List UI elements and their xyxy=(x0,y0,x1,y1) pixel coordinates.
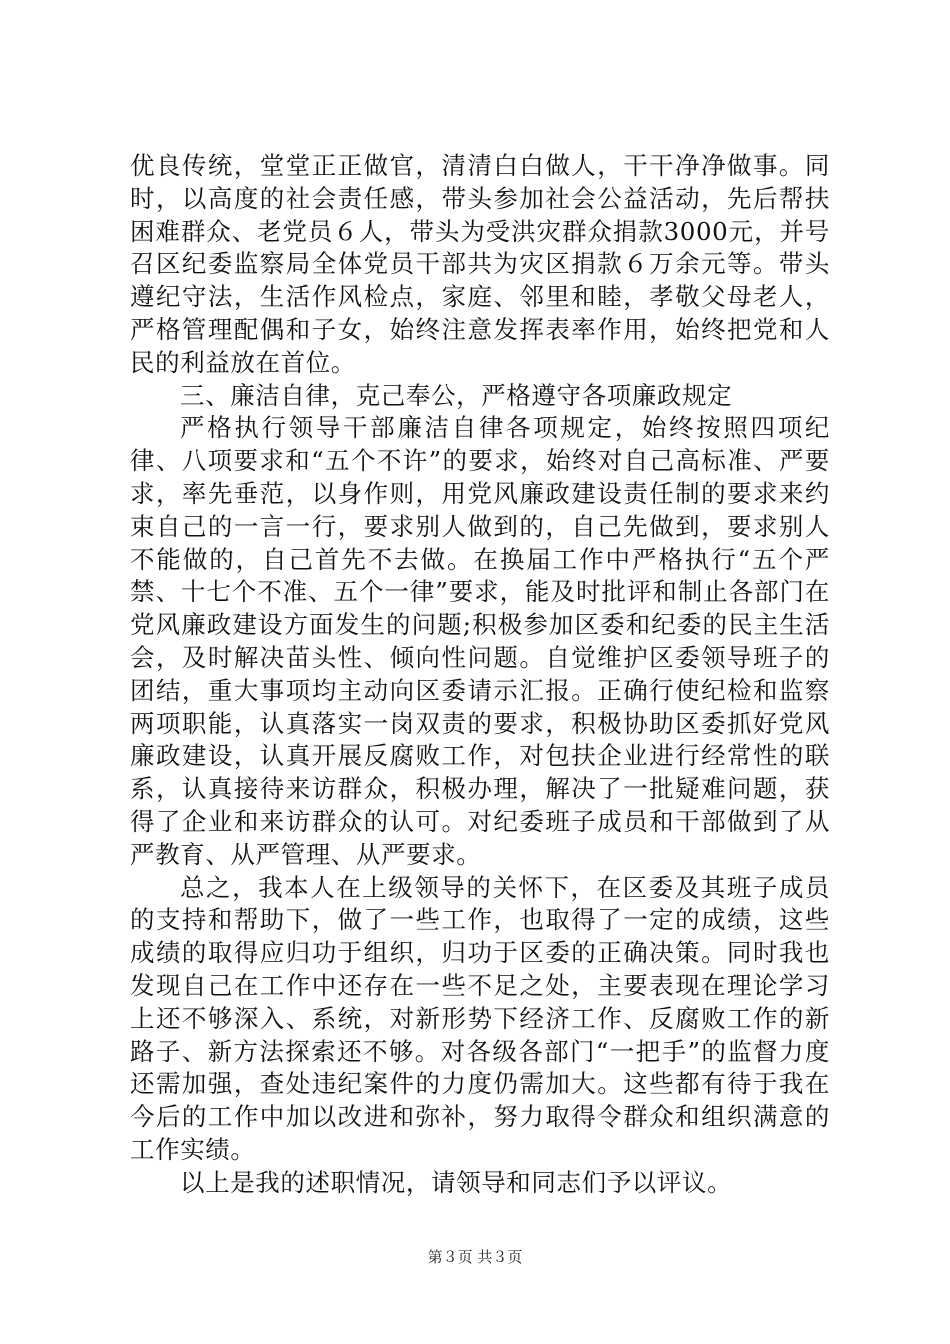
paragraph-continuation: 优良传统，堂堂正正做官，清清白白做人，干干净净做事。同时，以高度的社会责任感，带头参加社会公益活动，先后帮扶困难群众、老党员６人，带头为受洪灾群众捐款3000元，并号召区纪委监察局全体党员干部共为灾区捐款６万余元等。带头遵纪守法，生活作风检点，家庭、邻里和睦，孝敬父母老人，严格管理配偶和子女，始终注意发挥表率作用，始终把党和人民的利益放在首位。 xyxy=(130,151,830,377)
section-heading: 三、廉洁自律，克己奉公，严格遵守各项廉政规定 xyxy=(180,380,733,410)
paragraph-closing: 以上是我的述职情况，请领导和同志们予以评议。 xyxy=(180,1167,733,1197)
paragraph-integrity: 严格执行领导干部廉洁自律各项规定，始终按照四项纪律、八项要求和“五个不许”的要求，始终对自己高标准、严要求，率先垂范，以身作则，用党风廉政建设责任制的要求来约束自己的一言一行，要求别人做到的，自己先做到，要求别人不能做的，自己首先不去做。在换届工作中严格执行“五个严禁、十七个不准、五个一律”要求，能及时批评和制止各部门在党风廉政建设方面发生的问题;积极参加区委和纪委的民主生活会，及时解决苗头性、倾向性问题。自觉维护区委领导班子的团结，重大事项均主动向区委请示汇报。正确行使纪检和监察两项职能，认真落实一岗双责的要求，积极协助区委抓好党风廉政建设，认真开展反腐败工作，对包扶企业进行经常性的联系，认真接待来访群众，积极办理，解决了一批疑难问题，获得了企业和来访群众的认可。对纪委班子成员和干部做到了从严教育、从严管理、从严要求。 xyxy=(130,413,830,869)
paragraph-summary: 总之，我本人在上级领导的关怀下，在区委及其班子成员的支持和帮助下，做了一些工作，也取得了一定的成绩，这些成绩的取得应归功于组织，归功于区委的正确决策。同时我也发现自己在工作中还存在一些不足之处，主要表现在理论学习上还不够深入、系统，对新形势下经济工作、反腐败工作的新路子、新方法探索还不够。对各级各部门“一把手”的监督力度还需加强，查处违纪案件的力度仍需加大。这些都有待于我在今后的工作中加以改进和弥补，努力取得令群众和组织满意的工作实绩。 xyxy=(130,872,830,1164)
page-number-footer: 第３页 共３页 xyxy=(427,1248,523,1266)
document-body xyxy=(130,150,830,1200)
